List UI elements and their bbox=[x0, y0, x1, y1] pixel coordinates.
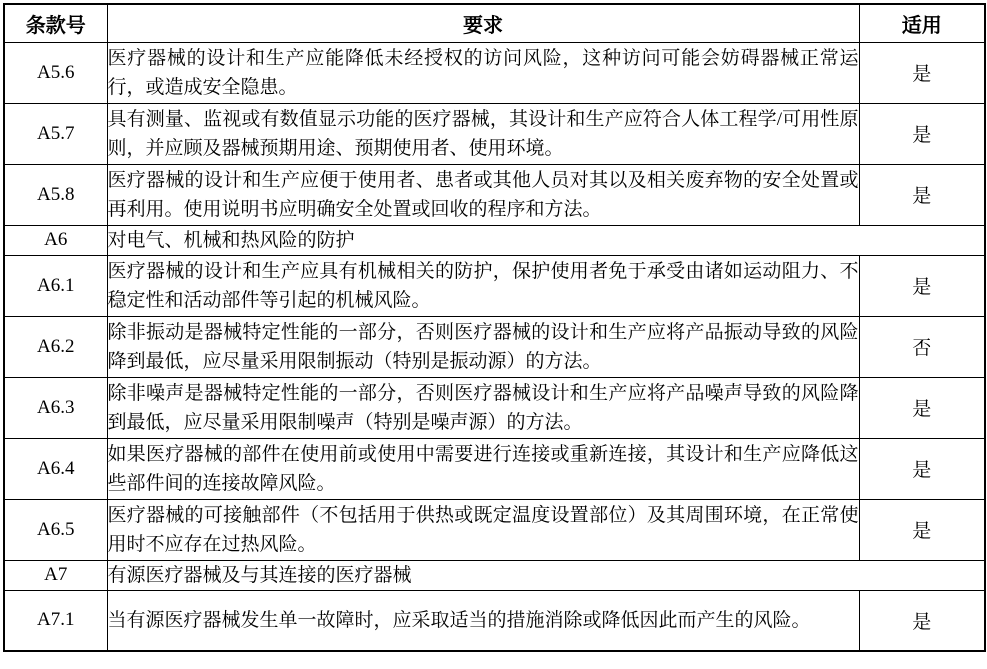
table-row bbox=[4, 164, 985, 225]
clause-cell: A6.4 bbox=[4, 438, 107, 499]
applicable-cell: 是 bbox=[859, 377, 985, 438]
table-header-row bbox=[4, 4, 985, 42]
applicable-cell: 是 bbox=[859, 499, 985, 560]
table-row bbox=[4, 316, 985, 377]
clause-cell: A6 bbox=[4, 225, 107, 255]
applicable-cell: 是 bbox=[859, 42, 985, 103]
table-row bbox=[4, 499, 985, 560]
table-row bbox=[4, 255, 985, 316]
column-header-requirement: 要求 bbox=[107, 4, 859, 42]
table-row bbox=[4, 103, 985, 164]
requirement-cell: 具有测量、监视或有数值显示功能的医疗器械，其设计和生产应符合人体工程学/可用性原则，并应顾及器械预期用途、预期使用者、使用环境。 bbox=[107, 103, 859, 164]
requirement-cell: 当有源医疗器械发生单一故障时，应采取适当的措施消除或降低因此而产生的风险。 bbox=[107, 590, 859, 651]
applicable-cell: 是 bbox=[859, 164, 985, 225]
applicable-cell: 是 bbox=[859, 590, 985, 651]
applicable-cell: 是 bbox=[859, 103, 985, 164]
table-row bbox=[4, 590, 985, 651]
clause-cell: A5.7 bbox=[4, 103, 107, 164]
clause-cell: A5.8 bbox=[4, 164, 107, 225]
applicable-cell: 是 bbox=[859, 255, 985, 316]
clause-cell: A6.1 bbox=[4, 255, 107, 316]
applicable-cell: 是 bbox=[859, 438, 985, 499]
table-row bbox=[4, 438, 985, 499]
clause-cell: A7 bbox=[4, 560, 107, 590]
clause-cell: A7.1 bbox=[4, 590, 107, 651]
clause-cell: A6.2 bbox=[4, 316, 107, 377]
table-row bbox=[4, 377, 985, 438]
requirement-cell: 医疗器械的设计和生产应能降低未经授权的访问风险，这种访问可能会妨碍器械正常运行，或造成安全隐患。 bbox=[107, 42, 859, 103]
table-body bbox=[4, 42, 985, 651]
clause-cell: A6.5 bbox=[4, 499, 107, 560]
requirement-cell: 除非振动是器械特定性能的一部分，否则医疗器械的设计和生产应将产品振动导致的风险降到最低，应尽量采用限制振动（特别是振动源）的方法。 bbox=[107, 316, 859, 377]
requirement-cell: 医疗器械的设计和生产应具有机械相关的防护，保护使用者免于承受由诸如运动阻力、不稳定性和活动部件等引起的机械风险。 bbox=[107, 255, 859, 316]
table-row bbox=[4, 225, 985, 255]
requirement-cell: 有源医疗器械及与其连接的医疗器械 bbox=[107, 560, 985, 590]
applicable-cell: 否 bbox=[859, 316, 985, 377]
requirements-table bbox=[3, 3, 986, 652]
table-row bbox=[4, 560, 985, 590]
requirement-cell: 医疗器械的可接触部件（不包括用于供热或既定温度设置部位）及其周围环境，在正常使用时不应存在过热风险。 bbox=[107, 499, 859, 560]
table-row bbox=[4, 42, 985, 103]
column-header-applicable: 适用 bbox=[859, 4, 985, 42]
column-header-clause: 条款号 bbox=[4, 4, 107, 42]
requirement-cell: 医疗器械的设计和生产应便于使用者、患者或其他人员对其以及相关废弃物的安全处置或再利用。使用说明书应明确安全处置或回收的程序和方法。 bbox=[107, 164, 859, 225]
clause-cell: A6.3 bbox=[4, 377, 107, 438]
requirement-cell: 除非噪声是器械特定性能的一部分，否则医疗器械设计和生产应将产品噪声导致的风险降到最低，应尽量采用限制噪声（特别是噪声源）的方法。 bbox=[107, 377, 859, 438]
requirement-cell: 如果医疗器械的部件在使用前或使用中需要进行连接或重新连接，其设计和生产应降低这些部件间的连接故障风险。 bbox=[107, 438, 859, 499]
requirement-cell: 对电气、机械和热风险的防护 bbox=[107, 225, 985, 255]
clause-cell: A5.6 bbox=[4, 42, 107, 103]
